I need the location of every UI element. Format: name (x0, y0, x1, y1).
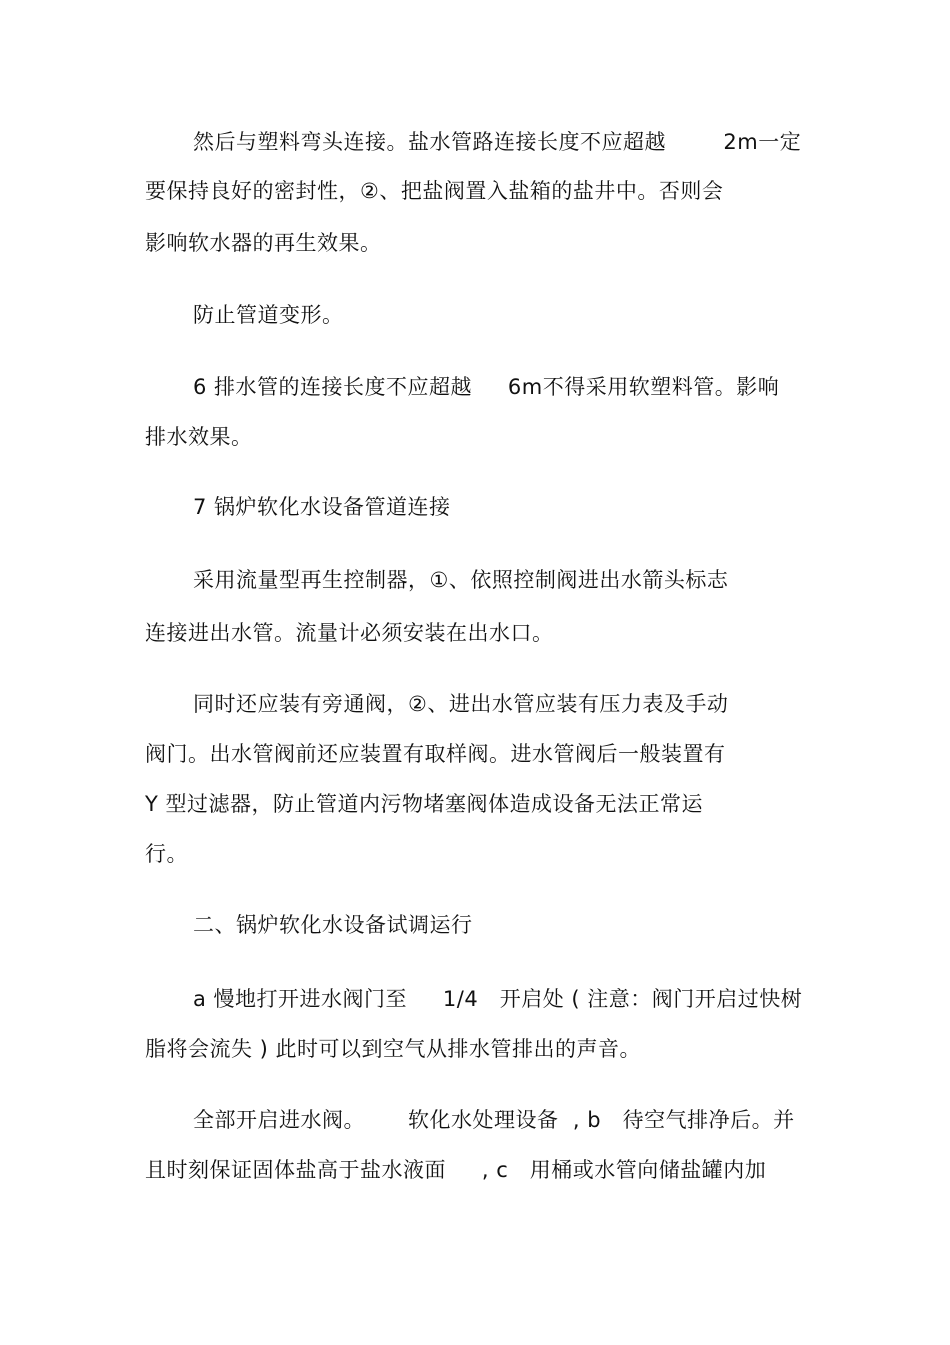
text-line: 连接进出水管。流量计必须安装在出水口。 (145, 621, 554, 645)
section-heading: 二、锅炉软化水设备试调运行 (193, 913, 473, 937)
text-line: 然后与塑料弯头连接。盐水管路连接长度不应超越 2m一定 (193, 130, 802, 154)
text-line: 脂将会流失 ) 此时可以到空气从排水管排出的声音。 (145, 1037, 642, 1061)
text-line: 阀门。出水管阀前还应装置有取样阀。进水管阀后一般装置有 (145, 742, 726, 766)
section-heading: 7 锅炉软化水设备管道连接 (193, 495, 451, 519)
text-line: 6 排水管的连接长度不应超越 6m不得采用软塑料管。影响 (193, 375, 780, 399)
text-line: a 慢地打开进水阀门至 1/4 开启处 ( 注意：阀门开启过快树 (193, 987, 803, 1011)
text-line: 要保持良好的密封性，②、把盐阀置入盐箱的盐井中。否则会 (145, 179, 724, 203)
text-line: 采用流量型再生控制器，①、依照控制阀进出水箭头标志 (193, 568, 729, 592)
text-line: Y 型过滤器，防止管道内污物堵塞阀体造成设备无法正常运 (145, 792, 704, 816)
text-line: 行。 (145, 842, 188, 866)
text-line: 全部开启进水阀。 软化水处理设备 , b 待空气排净后。并 (193, 1108, 795, 1132)
text-line: 同时还应装有旁通阀，②、进出水管应装有压力表及手动 (193, 692, 729, 716)
text-line: 防止管道变形。 (193, 303, 344, 327)
text-line: 排水效果。 (145, 425, 253, 449)
text-line: 且时刻保证固体盐高于盐水液面 , c 用桶或水管向储盐罐内加 (145, 1158, 767, 1182)
text-line: 影响软水器的再生效果。 (145, 231, 382, 255)
